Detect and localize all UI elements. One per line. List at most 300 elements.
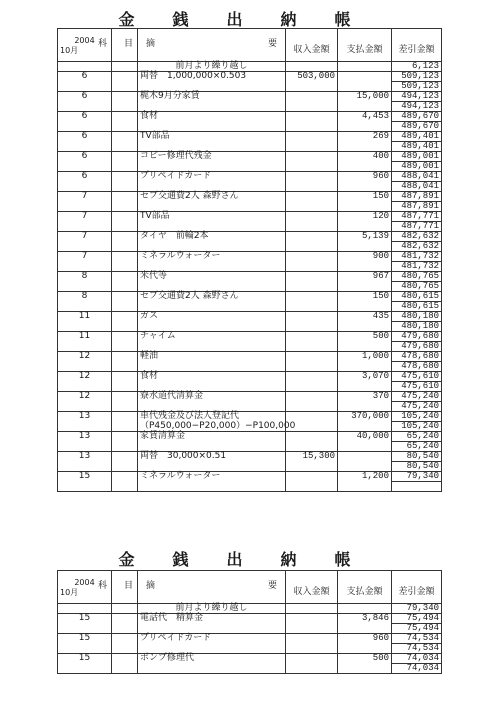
balance-cell xyxy=(392,482,442,492)
table-row xyxy=(58,472,442,482)
income-cell xyxy=(286,92,338,102)
expense-cell xyxy=(338,62,392,72)
balance-cell: 487,771 xyxy=(392,212,442,222)
expense-cell xyxy=(338,442,392,452)
category-cell xyxy=(112,122,138,132)
table-row xyxy=(58,212,442,222)
balance-cell: 494,123 xyxy=(392,102,442,112)
header-row xyxy=(58,571,442,604)
date-cell: 13 xyxy=(58,432,112,442)
income-cell xyxy=(286,362,338,372)
date-cell xyxy=(58,82,112,92)
date-cell xyxy=(58,302,112,312)
date-cell xyxy=(58,462,112,472)
income-cell xyxy=(286,292,338,302)
income-cell xyxy=(286,282,338,292)
income-cell xyxy=(286,664,338,674)
date-cell xyxy=(58,322,112,332)
date-cell xyxy=(58,422,112,432)
income-cell xyxy=(286,342,338,352)
description-cell: ガス xyxy=(138,312,286,322)
income-cell xyxy=(286,222,338,232)
table-row-continuation xyxy=(58,362,442,372)
category-cell xyxy=(112,392,138,402)
income-cell xyxy=(286,162,338,172)
header-category-left: 科 xyxy=(98,39,108,49)
expense-cell: 370 xyxy=(338,392,392,402)
description-cell xyxy=(138,82,286,92)
description-cell: 両替 1,000,000×0.503 xyxy=(138,72,286,82)
header-description-left: 摘 xyxy=(146,581,156,591)
income-cell xyxy=(286,634,338,644)
balance-cell: 489,401 xyxy=(392,142,442,152)
balance-cell: 479,680 xyxy=(392,342,442,352)
balance-cell: 480,765 xyxy=(392,282,442,292)
balance-cell: 105,240 xyxy=(392,412,442,422)
category-cell xyxy=(112,202,138,212)
balance-cell: 509,123 xyxy=(392,82,442,92)
description-cell xyxy=(138,624,286,634)
category-cell xyxy=(112,312,138,322)
date-cell: 12 xyxy=(58,352,112,362)
expense-cell: 900 xyxy=(338,252,392,262)
expense-cell xyxy=(338,452,392,462)
category-cell xyxy=(112,242,138,252)
table-row xyxy=(58,272,442,282)
category-cell xyxy=(112,644,138,654)
header-description xyxy=(138,29,286,62)
income-cell xyxy=(286,352,338,362)
table-row xyxy=(58,352,442,362)
balance-cell: 489,401 xyxy=(392,132,442,142)
balance-cell: 478,680 xyxy=(392,352,442,362)
header-category-left: 科 xyxy=(98,581,108,591)
balance-cell: 487,891 xyxy=(392,202,442,212)
description-cell: 食材 xyxy=(138,372,286,382)
balance-cell: 80,540 xyxy=(392,452,442,462)
table-row-continuation xyxy=(58,442,442,452)
carry-over-label: 前月より繰り越し xyxy=(138,62,286,72)
description-cell xyxy=(138,142,286,152)
table-row-continuation xyxy=(58,482,442,492)
date-cell xyxy=(58,362,112,372)
table-row-continuation xyxy=(58,142,442,152)
table-row-continuation xyxy=(58,102,442,112)
expense-cell: 3,070 xyxy=(338,372,392,382)
income-cell xyxy=(286,604,338,614)
balance-cell: 479,680 xyxy=(392,332,442,342)
category-cell xyxy=(112,352,138,362)
balance-cell: 489,001 xyxy=(392,152,442,162)
header-year: 2004 xyxy=(74,577,95,587)
expense-cell xyxy=(338,482,392,492)
category-cell xyxy=(112,432,138,442)
description-cell: プリペイドカード xyxy=(138,172,286,182)
table-row-continuation xyxy=(58,422,442,432)
date-cell: 6 xyxy=(58,112,112,122)
category-cell xyxy=(112,222,138,232)
table-row xyxy=(58,92,442,102)
table-row-continuation xyxy=(58,664,442,674)
category-cell xyxy=(112,232,138,242)
balance-cell: 80,540 xyxy=(392,462,442,472)
description-cell xyxy=(138,402,286,412)
balance-cell: 79,340 xyxy=(392,472,442,482)
table-row xyxy=(58,292,442,302)
balance-cell: 75,494 xyxy=(392,624,442,634)
category-cell xyxy=(112,292,138,302)
table-row-continuation xyxy=(58,462,442,472)
income-cell xyxy=(286,392,338,402)
income-cell xyxy=(286,412,338,422)
balance-cell: 475,610 xyxy=(392,382,442,392)
balance-cell: 65,240 xyxy=(392,442,442,452)
header-description-right: 要 xyxy=(267,39,277,49)
category-cell xyxy=(112,402,138,412)
date-cell: 15 xyxy=(58,634,112,644)
category-cell xyxy=(112,172,138,182)
date-cell: 15 xyxy=(58,654,112,664)
table-row-continuation xyxy=(58,282,442,292)
balance-cell: 74,534 xyxy=(392,644,442,654)
header-income: 収入金額 xyxy=(286,571,338,604)
expense-cell xyxy=(338,322,392,332)
header-month: 10月 xyxy=(60,587,79,597)
expense-cell: 3,846 xyxy=(338,614,392,624)
description-cell xyxy=(138,122,286,132)
category-cell xyxy=(112,452,138,462)
income-cell xyxy=(286,242,338,252)
description-cell: 軽油 xyxy=(138,352,286,362)
table-row-continuation xyxy=(58,202,442,212)
date-cell: 8 xyxy=(58,292,112,302)
category-cell xyxy=(112,162,138,172)
table-row-continuation xyxy=(58,302,442,312)
balance-cell: 494,123 xyxy=(392,92,442,102)
category-cell xyxy=(112,332,138,342)
expense-cell: 960 xyxy=(338,634,392,644)
date-cell: 12 xyxy=(58,372,112,382)
category-cell xyxy=(112,282,138,292)
expense-cell xyxy=(338,72,392,82)
income-cell xyxy=(286,212,338,222)
balance-cell: 79,340 xyxy=(392,604,442,614)
expense-cell: 500 xyxy=(338,332,392,342)
description-cell: ミネラルウォーター xyxy=(138,252,286,262)
income-cell xyxy=(286,122,338,132)
balance-cell: 489,001 xyxy=(392,162,442,172)
description-cell: 車代残金及び法人登記代 xyxy=(138,412,286,422)
balance-cell: 65,240 xyxy=(392,432,442,442)
table-row-continuation xyxy=(58,182,442,192)
header-balance: 差引金額 xyxy=(392,571,442,604)
table-row xyxy=(58,152,442,162)
expense-cell xyxy=(338,182,392,192)
date-cell xyxy=(58,182,112,192)
income-cell xyxy=(286,372,338,382)
table-row-continuation xyxy=(58,262,442,272)
category-cell xyxy=(112,252,138,262)
header-description xyxy=(138,571,286,604)
description-cell: TV部品 xyxy=(138,212,286,222)
expense-cell xyxy=(338,462,392,472)
carry-over-label: 前月より繰り越し xyxy=(138,604,286,614)
date-cell xyxy=(58,62,112,72)
category-cell xyxy=(112,142,138,152)
date-cell xyxy=(58,122,112,132)
description-cell: コピー修理代残金 xyxy=(138,152,286,162)
balance-cell: 489,670 xyxy=(392,112,442,122)
description-cell: プリペイドカード xyxy=(138,634,286,644)
date-cell xyxy=(58,282,112,292)
description-cell: ポンプ修理代 xyxy=(138,654,286,664)
expense-cell xyxy=(338,342,392,352)
category-cell xyxy=(112,614,138,624)
income-cell xyxy=(286,272,338,282)
table-row xyxy=(58,192,442,202)
expense-cell: 500 xyxy=(338,654,392,664)
category-cell xyxy=(112,72,138,82)
expense-cell xyxy=(338,162,392,172)
table-row-continuation xyxy=(58,222,442,232)
ledger-table xyxy=(57,570,442,674)
table-row-continuation xyxy=(58,322,442,332)
category-cell xyxy=(112,82,138,92)
expense-cell xyxy=(338,82,392,92)
table-row xyxy=(58,72,442,82)
income-cell xyxy=(286,614,338,624)
income-cell xyxy=(286,192,338,202)
description-cell xyxy=(138,102,286,112)
income-cell xyxy=(286,172,338,182)
header-year: 2004 xyxy=(74,35,95,45)
description-cell xyxy=(138,482,286,492)
balance-cell: 480,615 xyxy=(392,292,442,302)
table-row-continuation xyxy=(58,242,442,252)
category-cell xyxy=(112,442,138,452)
date-cell xyxy=(58,162,112,172)
balance-cell: 481,732 xyxy=(392,262,442,272)
header-description-right: 要 xyxy=(267,581,277,591)
income-cell xyxy=(286,102,338,112)
category-cell xyxy=(112,62,138,72)
table-row xyxy=(58,232,442,242)
header-category-right: 目 xyxy=(123,39,133,49)
date-cell xyxy=(58,482,112,492)
description-cell: （P450,000−P20,000）−P100,000 xyxy=(138,422,286,432)
expense-cell xyxy=(338,382,392,392)
income-cell xyxy=(286,262,338,272)
category-cell xyxy=(112,152,138,162)
expense-cell: 5,139 xyxy=(338,232,392,242)
date-cell: 7 xyxy=(58,192,112,202)
expense-cell xyxy=(338,604,392,614)
balance-cell: 475,610 xyxy=(392,372,442,382)
table-row xyxy=(58,432,442,442)
description-cell: 梶木9月分家賃 xyxy=(138,92,286,102)
balance-cell: 480,615 xyxy=(392,302,442,312)
ledger-table xyxy=(57,28,442,492)
table-row xyxy=(58,252,442,262)
income-cell xyxy=(286,654,338,664)
category-cell xyxy=(112,472,138,482)
expense-cell xyxy=(338,142,392,152)
balance-cell: 487,771 xyxy=(392,222,442,232)
description-cell: 家賃清算金 xyxy=(138,432,286,442)
balance-cell: 480,765 xyxy=(392,272,442,282)
date-cell xyxy=(58,624,112,634)
carry-over-row xyxy=(58,604,442,614)
balance-cell: 482,632 xyxy=(392,242,442,252)
date-cell: 8 xyxy=(58,272,112,282)
description-cell xyxy=(138,182,286,192)
table-row xyxy=(58,412,442,422)
date-cell: 7 xyxy=(58,212,112,222)
date-cell xyxy=(58,342,112,352)
category-cell xyxy=(112,654,138,664)
description-cell: チャイム xyxy=(138,332,286,342)
table-row xyxy=(58,112,442,122)
expense-cell: 1,000 xyxy=(338,352,392,362)
category-cell xyxy=(112,342,138,352)
category-cell xyxy=(112,112,138,122)
income-cell xyxy=(286,152,338,162)
expense-cell xyxy=(338,222,392,232)
date-cell: 13 xyxy=(58,452,112,462)
date-cell xyxy=(58,604,112,614)
income-cell xyxy=(286,624,338,634)
income-cell xyxy=(286,482,338,492)
expense-cell xyxy=(338,664,392,674)
date-cell xyxy=(58,242,112,252)
description-cell xyxy=(138,162,286,172)
category-cell xyxy=(112,102,138,112)
table-row xyxy=(58,654,442,664)
income-cell xyxy=(286,202,338,212)
expense-cell xyxy=(338,102,392,112)
page-title: 金 銭 出 納 帳 xyxy=(118,10,362,29)
balance-cell: 75,494 xyxy=(392,614,442,624)
description-cell xyxy=(138,362,286,372)
table-row-continuation xyxy=(58,644,442,654)
date-cell xyxy=(58,202,112,212)
header-row xyxy=(58,29,442,62)
balance-cell: 74,034 xyxy=(392,654,442,664)
expense-cell xyxy=(338,122,392,132)
page-title: 金 銭 出 納 帳 xyxy=(118,550,362,569)
balance-cell: 74,534 xyxy=(392,634,442,644)
category-cell xyxy=(112,422,138,432)
category-cell xyxy=(112,382,138,392)
header-month: 10月 xyxy=(60,45,79,55)
income-cell xyxy=(286,62,338,72)
table-row-continuation xyxy=(58,162,442,172)
description-cell xyxy=(138,302,286,312)
description-cell xyxy=(138,664,286,674)
description-cell xyxy=(138,262,286,272)
header-category xyxy=(98,571,138,604)
balance-cell: 489,670 xyxy=(392,122,442,132)
description-cell xyxy=(138,342,286,352)
income-cell xyxy=(286,232,338,242)
category-cell xyxy=(112,182,138,192)
income-cell xyxy=(286,142,338,152)
expense-cell xyxy=(338,644,392,654)
expense-cell: 400 xyxy=(338,152,392,162)
income-cell xyxy=(286,644,338,654)
description-cell xyxy=(138,222,286,232)
category-cell xyxy=(112,262,138,272)
balance-cell: 482,632 xyxy=(392,232,442,242)
category-cell xyxy=(112,272,138,282)
header-expense: 支払金額 xyxy=(338,571,392,604)
income-cell xyxy=(286,182,338,192)
date-cell xyxy=(58,402,112,412)
date-cell xyxy=(58,442,112,452)
expense-cell xyxy=(338,242,392,252)
income-cell xyxy=(286,112,338,122)
date-cell: 6 xyxy=(58,152,112,162)
expense-cell: 40,000 xyxy=(338,432,392,442)
expense-cell xyxy=(338,362,392,372)
date-cell: 11 xyxy=(58,312,112,322)
income-cell xyxy=(286,312,338,322)
category-cell xyxy=(112,372,138,382)
expense-cell: 435 xyxy=(338,312,392,322)
description-cell xyxy=(138,382,286,392)
description-cell xyxy=(138,202,286,212)
expense-cell: 960 xyxy=(338,172,392,182)
table-row xyxy=(58,132,442,142)
description-cell xyxy=(138,322,286,332)
income-cell xyxy=(286,332,338,342)
date-cell: 13 xyxy=(58,412,112,422)
date-cell: 6 xyxy=(58,92,112,102)
category-cell xyxy=(112,132,138,142)
description-cell: 電話代 精算金 xyxy=(138,614,286,624)
description-cell xyxy=(138,242,286,252)
expense-cell: 15,000 xyxy=(338,92,392,102)
balance-cell: 481,732 xyxy=(392,252,442,262)
description-cell xyxy=(138,644,286,654)
date-cell: 7 xyxy=(58,232,112,242)
balance-cell: 478,680 xyxy=(392,362,442,372)
expense-cell: 269 xyxy=(338,132,392,142)
expense-cell: 1,200 xyxy=(338,472,392,482)
table-row xyxy=(58,614,442,624)
table-row xyxy=(58,634,442,644)
table-row xyxy=(58,332,442,342)
balance-cell: 480,180 xyxy=(392,312,442,322)
description-cell: セブ交通費2人 森野さん xyxy=(138,192,286,202)
expense-cell: 150 xyxy=(338,192,392,202)
balance-cell: 488,041 xyxy=(392,182,442,192)
table-row-continuation xyxy=(58,122,442,132)
date-cell: 11 xyxy=(58,332,112,342)
header-category xyxy=(98,29,138,62)
table-row xyxy=(58,452,442,462)
expense-cell: 967 xyxy=(338,272,392,282)
header-category-right: 目 xyxy=(123,581,133,591)
date-cell: 7 xyxy=(58,252,112,262)
income-cell xyxy=(286,382,338,392)
date-cell xyxy=(58,664,112,674)
table-row-continuation xyxy=(58,82,442,92)
income-cell xyxy=(286,432,338,442)
income-cell xyxy=(286,252,338,262)
date-cell xyxy=(58,222,112,232)
balance-cell: 6,123 xyxy=(392,62,442,72)
